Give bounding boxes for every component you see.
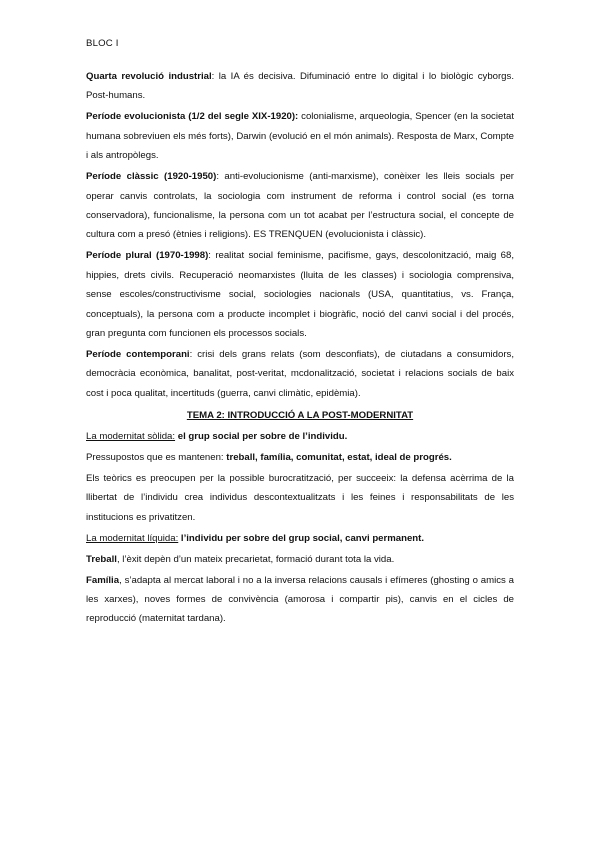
- paragraph-pressupostos: [86, 448, 514, 467]
- paragraph-treball: [86, 550, 514, 569]
- term-label: Període clàssic (1920-1950): [86, 171, 217, 183]
- paragraph-teorics: [86, 469, 514, 527]
- paragraph-periode-classic: [86, 167, 514, 245]
- paragraph-periode-plural: [86, 246, 514, 343]
- page-header: BLOC I: [86, 38, 119, 49]
- document-body: [86, 67, 514, 630]
- paragraph-text: : crisi dels grans relats (som desconfiats), de ciutadans a consumidors, democràcia econòmica, banalitat, post-veritat, mcdonalització, societat i relacions socials de baix cost i poca qualitat, incertituds (guerra, canvi climàtic, epidèmia).: [86, 349, 514, 399]
- paragraph-familia: [86, 571, 514, 629]
- term-label: La modernitat líquida:: [86, 532, 179, 544]
- paragraph-text: Els teòrics es preocupen per la possible burocratització, per succeeix: la defensa acèrrima de la llibertat de l’individu crea individus descontextualitzats i les feines i responsabilitats de les institucions es privatitzen.: [86, 472, 514, 523]
- section-title: TEMA 2: INTRODUCCIÓ A LA POST-MODERNITAT: [186, 410, 414, 422]
- paragraph-modernitat-solida: [86, 427, 514, 446]
- paragraph-text: : realitat social feminisme, pacifisme, gays, descolonització, maig 68, hippies, drets civils. Recuperació neomarxistes (lluita de les classes) i sociologia comprensiva, sense escoles/constructivisme social, sociologies nacionals (USA, quantitatius, vs. França, conceptuals), la persona com a producte incomplet i biogràfic, noció del canvi social i del procés, gran pregunta com funcionen els processos socials.: [86, 250, 514, 340]
- paragraph-modernitat-liquida: [86, 529, 514, 548]
- term-label: Quarta revolució industrial: [86, 71, 212, 82]
- paragraph-bold-text: treball, família, comunitat, estat, ideal de progrés.: [226, 451, 452, 463]
- term-label: Període plural (1970-1998): [86, 250, 209, 262]
- paragraph-text: el grup social per sobre de l’individu.: [175, 430, 348, 442]
- paragraph-text: colonialisme, arqueologia, Spencer (en la societat humana sobreviuen els més forts), Darwin (evolució en el món animals). Resposta de Marx, Compte i als antropòlegs.: [86, 111, 514, 162]
- paragraph-quarta-revolucio: [86, 67, 514, 106]
- paragraph-text: l’individu per sobre del grup social, canvi permanent.: [178, 532, 425, 544]
- term-label: Família: [86, 574, 120, 586]
- term-label: La modernitat sòlida:: [86, 430, 176, 442]
- paragraph-text: Pressupostos que es mantenen:: [86, 451, 227, 463]
- term-label: Període contemporani: [86, 349, 190, 361]
- paragraph-text: : anti-evolucionisme (anti-marxisme), conèixer les lleis socials per operar canvis controlats, la sociologia com instrument de reforma i control social (es torna conservadora), funcionalisme, la persona com un tot acabat per l’estructura social, el concepte de cultura com a presó (ètnies i religions). ES TRENQUEN (evolucionista i clàssic).: [86, 171, 514, 241]
- paragraph-text: , l’èxit depèn d’un mateix precarietat, formació durant tota la vida.: [116, 553, 395, 565]
- paragraph-periode-contemporani: [86, 345, 514, 403]
- paragraph-periode-evolucionista: [86, 107, 514, 165]
- paragraph-text: , s’adapta al mercat laboral i no a la inversa relacions causals i efímeres (ghosting o amics a les xarxes), noves formes de convivència (amorosa i compartir pis), canvis en el cicles de reproducció (maternitat tardana).: [86, 574, 514, 625]
- term-label: Treball: [86, 553, 117, 565]
- term-label: Període evolucionista (1/2 del segle XIX-1920):: [86, 111, 299, 123]
- paragraph-text: : la IA és decisiva. Difuminació entre lo digital i lo biològic cyborgs. Post-humans.: [86, 71, 514, 102]
